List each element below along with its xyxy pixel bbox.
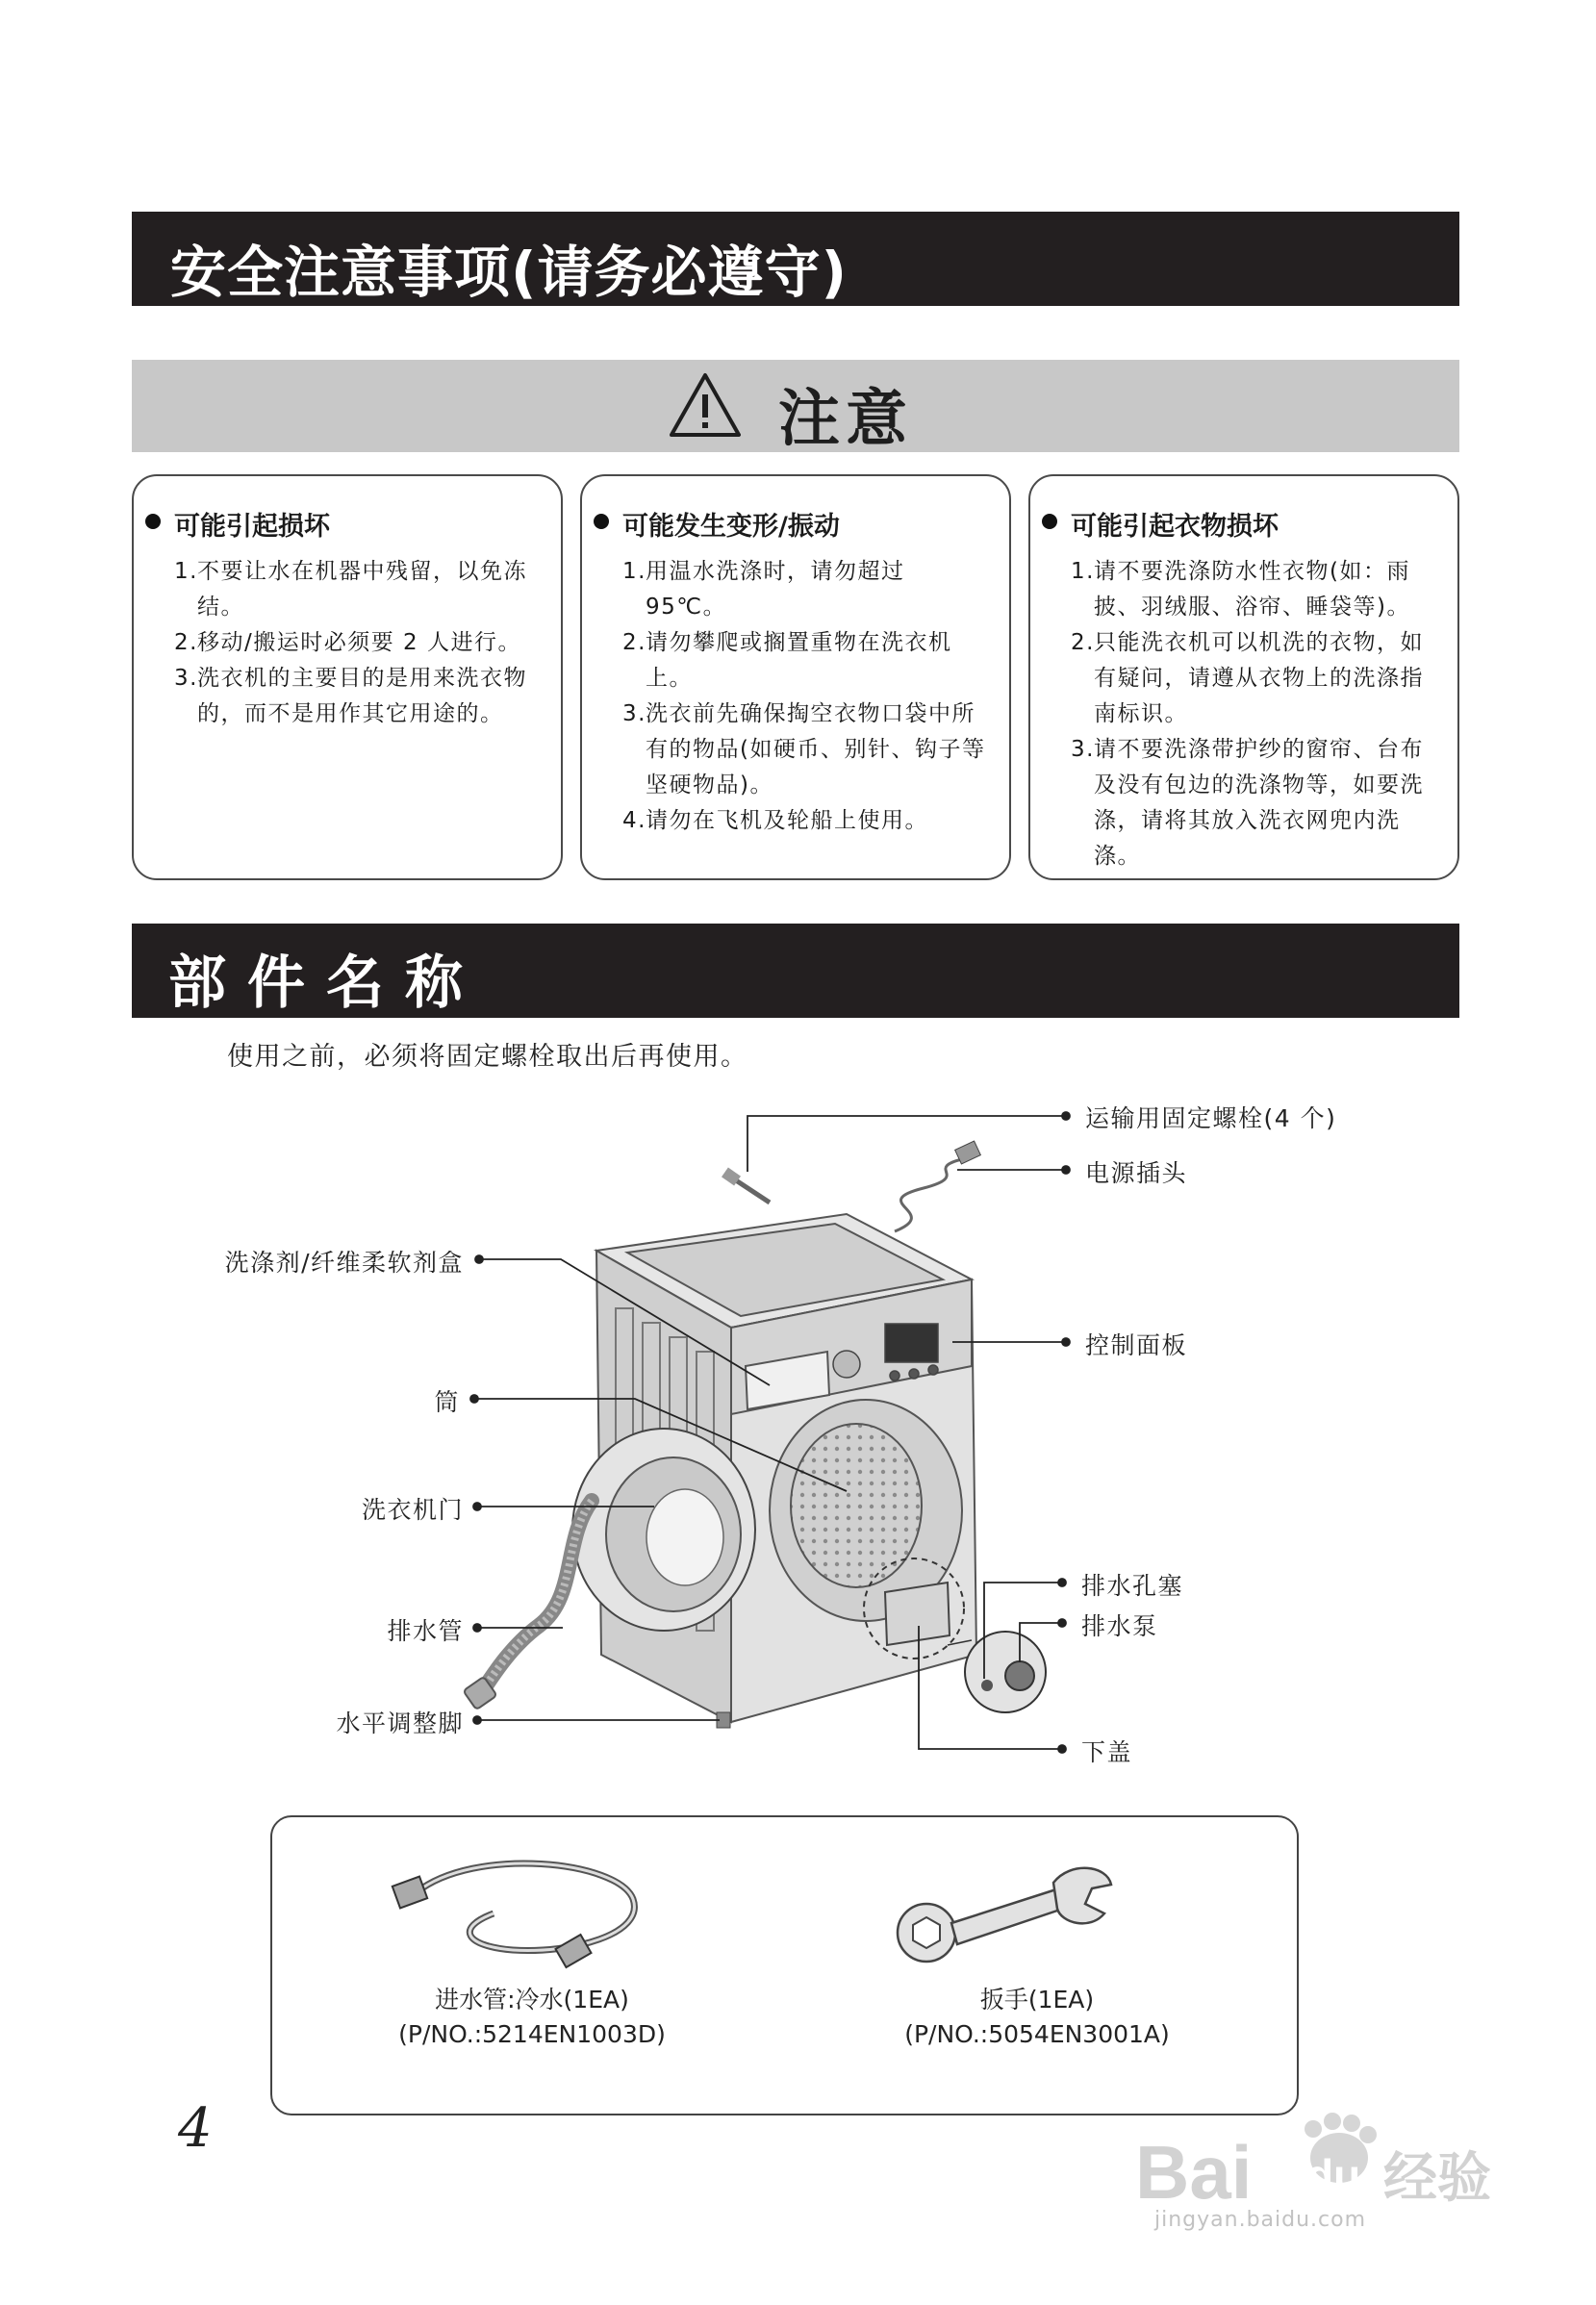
label-drain-cap: 排水孔塞 [1081, 1572, 1184, 1600]
item-number: 2. [1071, 630, 1095, 655]
washing-machine-diagram [0, 1077, 1596, 1780]
drain-pump-knob [1005, 1661, 1034, 1690]
accessory-wrench-pn: (P/NO.:5054EN3001A) [904, 2020, 1170, 2048]
safety-box-deformation [580, 474, 1011, 880]
item-text: 移动/搬运时必须要 2 人进行。 [197, 630, 522, 655]
list-item [594, 625, 990, 697]
item-text: 请勿攀爬或搁置重物在洗衣机上。 [646, 630, 952, 691]
item-number: 1. [622, 559, 646, 584]
item-text: 请勿在飞机及轮船上使用。 [646, 808, 928, 833]
list-item [594, 554, 990, 625]
label-lower-cover: 下盖 [1081, 1738, 1133, 1766]
item-text: 洗衣前先确保掏空衣物口袋中所有的物品(如硬币、别针、钩子等坚硬物品)。 [646, 701, 986, 798]
parts-title-bar [132, 924, 1459, 1018]
caution-banner [132, 360, 1459, 455]
drain-cap [981, 1680, 993, 1691]
safety-box-clothes [1028, 474, 1459, 880]
list-item [594, 803, 990, 839]
accessory-hose-caption [330, 1983, 734, 2052]
label-detergent: 洗涤剂/纤维柔软剂盒 [224, 1249, 464, 1277]
label-plug: 电源插头 [1085, 1159, 1188, 1187]
item-text: 洗衣机的主要目的是用来洗衣物的，而不是用作其它用途的。 [197, 666, 527, 726]
svg-text:Bai: Bai [1135, 2130, 1253, 2208]
drain-hose [481, 1501, 592, 1693]
list-item [1042, 732, 1438, 874]
bullet-icon [1042, 514, 1057, 529]
item-number: 3. [174, 666, 198, 691]
parts-intro: 使用之前，必须将固定螺栓取出后再使用。 [227, 1042, 748, 1072]
lower-cover [885, 1583, 950, 1645]
safety-box-damage [132, 474, 563, 880]
safety-list [1042, 554, 1438, 874]
item-text: 用温水洗涤时，请勿超过 95℃。 [646, 559, 905, 620]
label-control: 控制面板 [1085, 1331, 1188, 1359]
box-heading-text: 可能引起衣物损坏 [1071, 512, 1279, 542]
svg-text:du: du [1306, 2150, 1361, 2200]
label-bolts: 运输用固定螺栓(4 个) [1085, 1104, 1337, 1132]
warning-triangle-icon [669, 371, 742, 439]
accessories-box [270, 1815, 1299, 2115]
accessory-wrench-name: 扳手(1EA) [979, 1986, 1095, 2014]
box-heading-text: 可能发生变形/振动 [622, 512, 840, 542]
item-number: 1. [174, 559, 198, 584]
baidu-watermark [1135, 2102, 1501, 2232]
bullet-icon [145, 514, 161, 529]
drum [791, 1424, 922, 1587]
box-heading [1042, 505, 1438, 543]
item-text: 请不要洗涤带护纱的窗帘、台布及没有包边的洗涤物等，如要洗涤，请将其放入洗衣网兜内洗涤。 [1094, 737, 1424, 869]
box-heading [145, 505, 542, 543]
box-heading [594, 505, 990, 543]
item-text: 请不要洗涤防水性衣物(如：雨披、羽绒服、浴帘、睡袋等)。 [1094, 559, 1410, 620]
label-leveling-feet: 水平调整脚 [336, 1710, 464, 1737]
list-item [145, 554, 542, 625]
watermark-url: jingyan.baidu.com [1154, 2208, 1367, 2232]
bolt [722, 1167, 770, 1203]
item-number: 2. [174, 630, 198, 655]
item-number: 1. [1071, 559, 1095, 584]
accessory-hose-pn: (P/NO.:5214EN1003D) [398, 2020, 666, 2048]
baidu-logo [1135, 2102, 1501, 2208]
list-item [145, 625, 542, 661]
page-number: 4 [178, 2097, 213, 2160]
list-item [1042, 625, 1438, 732]
label-door: 洗衣机门 [361, 1496, 464, 1524]
list-item [1042, 554, 1438, 625]
accessory-hose-name: 进水管:冷水(1EA) [435, 1986, 629, 2014]
item-text: 只能洗衣机可以机洗的衣物，如有疑问，请遵从衣物上的洗涤指南标识。 [1094, 630, 1424, 726]
box-heading-text: 可能引起损坏 [174, 512, 330, 542]
wrench-icon [888, 1856, 1119, 1971]
caution-label: 注意 [778, 384, 913, 455]
parts-title: 部件名称 [168, 950, 484, 1017]
bullet-icon [594, 514, 609, 529]
safety-list [594, 554, 990, 839]
door [572, 1429, 755, 1631]
label-drum: 筒 [434, 1388, 460, 1416]
accessory-wrench-caption [835, 1983, 1239, 2052]
safety-list [145, 554, 542, 732]
safety-title: 安全注意事项(请务必遵守) [170, 240, 849, 305]
inlet-hose-image [388, 1846, 676, 1981]
item-number: 3. [622, 701, 646, 726]
item-number: 3. [1071, 737, 1095, 762]
label-drain-pump: 排水泵 [1081, 1612, 1158, 1640]
svg-text:经验: 经验 [1383, 2147, 1491, 2208]
item-number: 4. [622, 808, 646, 833]
item-number: 2. [622, 630, 646, 655]
label-drain-hose: 排水管 [387, 1617, 464, 1645]
power-cord [895, 1159, 962, 1231]
item-text: 不要让水在机器中残留，以免冻结。 [197, 559, 527, 620]
safety-title-bar [132, 212, 1459, 306]
list-item [594, 697, 990, 803]
list-item [145, 661, 542, 732]
